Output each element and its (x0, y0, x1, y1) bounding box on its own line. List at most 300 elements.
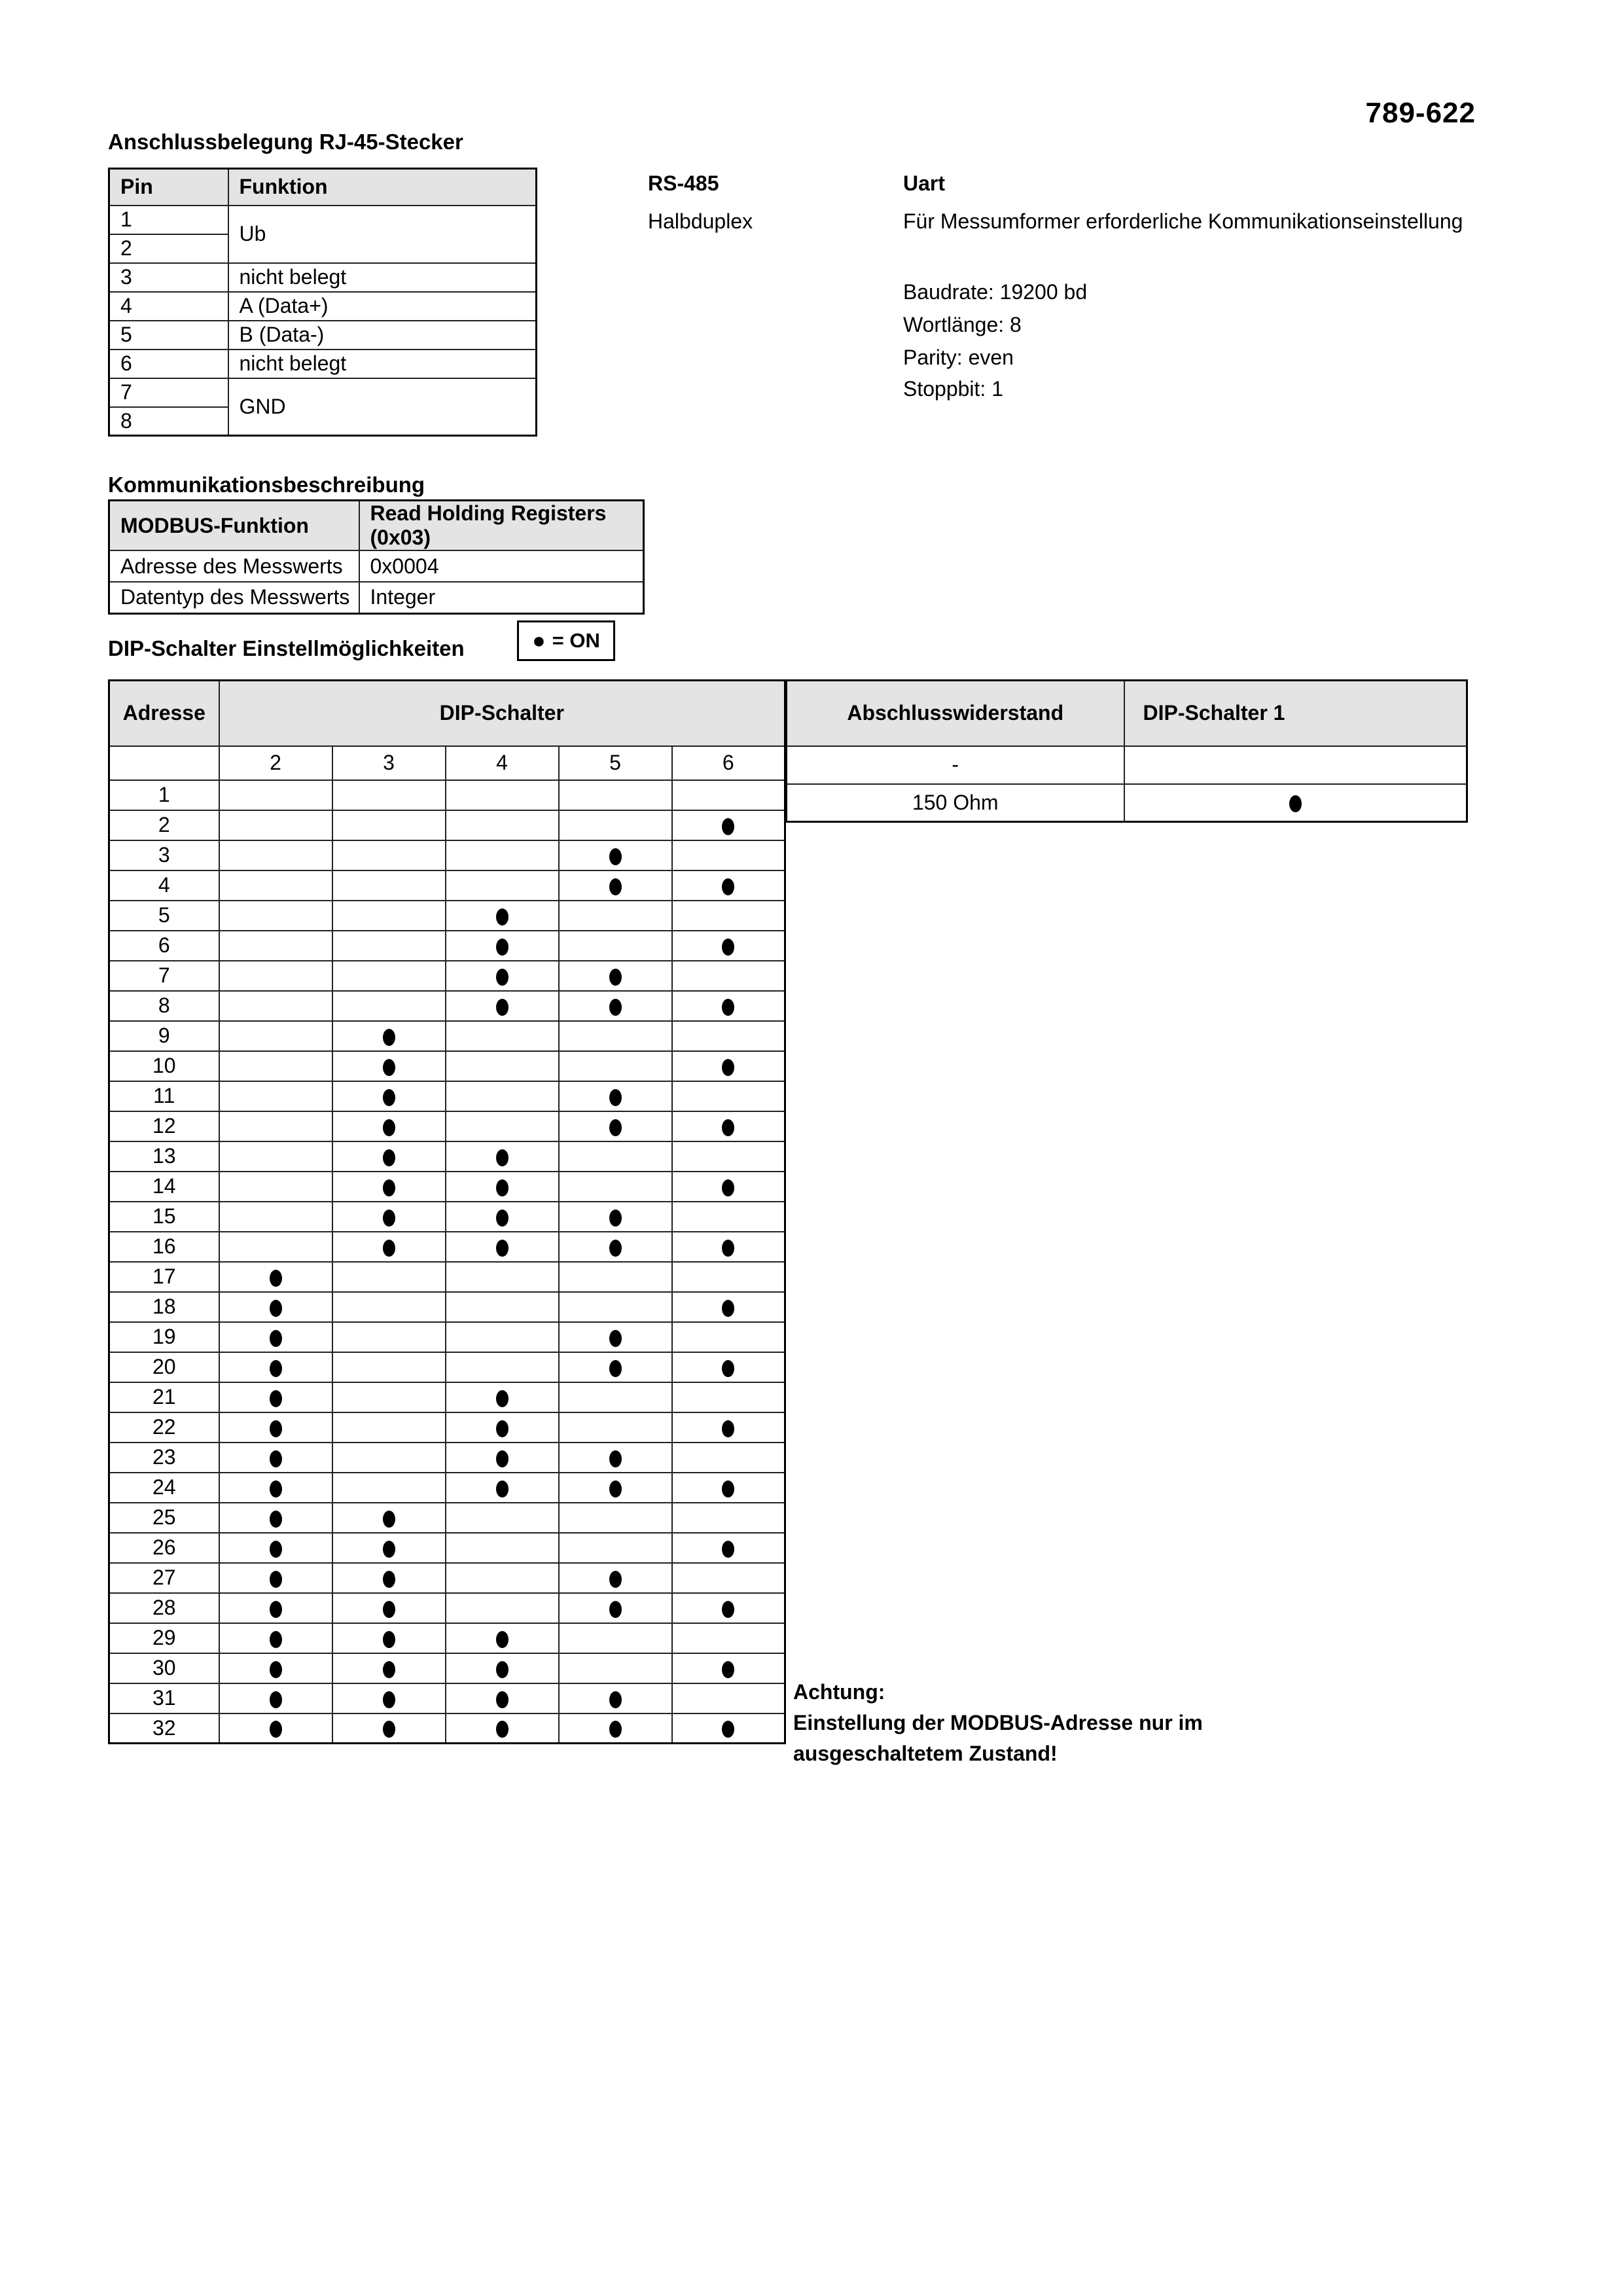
dip-table-row (109, 1021, 785, 1051)
adresse-cell: 19 (109, 1322, 219, 1352)
pin-table-row (109, 321, 537, 350)
dip-switch-table (108, 679, 786, 1744)
pin-cell: 4 (109, 292, 228, 321)
on-dot-icon (383, 1240, 395, 1257)
dip-switch-cell (672, 1262, 785, 1292)
dip-switch-cell (446, 1653, 559, 1683)
adresse-cell: 11 (109, 1081, 219, 1111)
dip-schalter-1-header: DIP-Schalter 1 (1124, 681, 1467, 746)
termination-table-body (787, 746, 1467, 822)
modbus-row-label: Adresse des Messwerts (109, 550, 359, 582)
on-dot-icon (496, 939, 508, 956)
switch-column-header: 2 (219, 746, 332, 780)
dip-table-subheader-row (109, 746, 785, 780)
dip-switch-cell (672, 1322, 785, 1352)
dip-switch-cell (672, 961, 785, 991)
dip-switch-cell (559, 1292, 672, 1322)
dip-switch-cell (446, 1382, 559, 1412)
dip-switch-cell (332, 1232, 446, 1262)
dip-switch-cell (332, 1503, 446, 1533)
dip-switch-cell (559, 1262, 672, 1292)
dip-switch-cell (219, 1623, 332, 1653)
dip-switch-cell (559, 1412, 672, 1443)
dip-switch-cell (219, 1081, 332, 1111)
pin-cell: 5 (109, 321, 228, 350)
on-dot-icon (270, 1661, 282, 1678)
on-dot-icon (496, 999, 508, 1016)
on-dot-icon (609, 969, 622, 986)
termination-table-row (787, 746, 1467, 784)
dip-table-row (109, 810, 785, 840)
on-dot-icon (722, 1360, 734, 1377)
dip-switch-cell (219, 1292, 332, 1322)
on-dot-icon (722, 1119, 734, 1136)
dip-switch-cell (672, 1081, 785, 1111)
dip-switch-cell (219, 780, 332, 810)
dip-table-row (109, 1443, 785, 1473)
dip-switch-cell (446, 991, 559, 1021)
dip-switch-cell (446, 1503, 559, 1533)
dip-switch-cell (332, 1292, 446, 1322)
funktion-cell: Ub (228, 206, 537, 263)
dip-switch-cell (446, 870, 559, 901)
dip-switch-cell (332, 901, 446, 931)
on-dot-icon (383, 1089, 395, 1106)
dip-switch-cell (559, 840, 672, 870)
dip-switch-cell (219, 1412, 332, 1443)
on-dot-icon (722, 1541, 734, 1558)
modbus-row-value: Integer (359, 582, 644, 613)
on-dot-icon (496, 908, 508, 925)
dip-switch-cell (559, 1322, 672, 1352)
switch-column-header: 3 (332, 746, 446, 780)
dip-table-row (109, 1262, 785, 1292)
adresse-cell: 17 (109, 1262, 219, 1292)
dip-switch-cell (219, 1653, 332, 1683)
dip-switch-cell (446, 1232, 559, 1262)
dip-switch-cell (332, 1412, 446, 1443)
dip-switch-cell (446, 1623, 559, 1653)
adresse-cell: 28 (109, 1593, 219, 1623)
adresse-cell: 21 (109, 1382, 219, 1412)
on-dot-icon (270, 1420, 282, 1437)
dip-switch-cell (672, 1051, 785, 1081)
on-dot-icon (722, 878, 734, 895)
pin-table-row (109, 263, 537, 292)
dip-switch-cell (219, 1111, 332, 1141)
pin-table-row (109, 378, 537, 407)
dip-switch-cell (219, 1141, 332, 1172)
on-dot-icon (609, 1360, 622, 1377)
dip-switch-cell (559, 870, 672, 901)
dip1-cell (1124, 784, 1467, 822)
dip-switch-cell (219, 1352, 332, 1382)
dip-switch-cell (446, 1593, 559, 1623)
pin-cell: 3 (109, 263, 228, 292)
on-dot-icon (609, 999, 622, 1016)
adresse-cell: 15 (109, 1202, 219, 1232)
on-dot-icon (383, 1119, 395, 1136)
adresse-cell: 2 (109, 810, 219, 840)
dip-table-row (109, 1352, 785, 1382)
termination-table-row (787, 784, 1467, 822)
dip-switch-cell (219, 840, 332, 870)
dip-switch-cell (332, 1563, 446, 1593)
dip-switch-cell (332, 840, 446, 870)
on-dot-icon (722, 1059, 734, 1076)
on-dot-icon (722, 939, 734, 956)
dip-switch-cell (672, 1382, 785, 1412)
on-dot-icon (383, 1601, 395, 1618)
dip-switch-cell (219, 1051, 332, 1081)
funktion-cell: A (Data+) (228, 292, 537, 321)
dip-switch-cell (219, 1322, 332, 1352)
dip-switch-cell (672, 870, 785, 901)
adresse-cell: 32 (109, 1713, 219, 1744)
uart-baudrate: Baudrate: 19200 bd (903, 280, 1088, 304)
dip-switch-cell (446, 1563, 559, 1593)
dip-table-row (109, 1141, 785, 1172)
on-dot-icon (270, 1511, 282, 1528)
uart-title: Uart (903, 171, 946, 195)
on-dot-icon (496, 1240, 508, 1257)
dip-table-row (109, 840, 785, 870)
on-dot-icon (383, 1571, 395, 1588)
dip-table-group-header-row (109, 681, 785, 746)
modbus-table (108, 499, 645, 615)
widerstand-cell: - (787, 746, 1124, 784)
on-dot-icon (722, 1300, 734, 1317)
on-dot-icon (496, 1210, 508, 1227)
dip-switch-cell (559, 1713, 672, 1744)
dip-table-row (109, 1051, 785, 1081)
on-dot-icon (383, 1059, 395, 1076)
on-dot-icon (270, 1721, 282, 1738)
dip-table-row (109, 1623, 785, 1653)
dip-switch-cell (332, 780, 446, 810)
adresse-cell: 8 (109, 991, 219, 1021)
on-dot-icon (383, 1029, 395, 1046)
widerstand-cell: 150 Ohm (787, 784, 1124, 822)
dip-table-row (109, 1382, 785, 1412)
on-dot-icon (383, 1691, 395, 1708)
switch-column-header: 5 (559, 746, 672, 780)
on-dot-icon (609, 1480, 622, 1498)
dip-switch-cell (332, 1593, 446, 1623)
dip-switch-cell (332, 1713, 446, 1744)
dip-switch-cell (559, 1683, 672, 1713)
dip-switch-cell (332, 1021, 446, 1051)
dip-table-row (109, 870, 785, 901)
dip-switch-cell (672, 1202, 785, 1232)
dip-switch-cell (672, 1503, 785, 1533)
on-dot-icon (383, 1210, 395, 1227)
pin-section-title: Anschlussbelegung RJ-45-Stecker (108, 130, 463, 154)
dip-table-row (109, 1172, 785, 1202)
modbus-funktion-value: Read Holding Registers (0x03) (359, 501, 644, 551)
dip-switch-cell (559, 1533, 672, 1563)
dip-switch-cell (332, 810, 446, 840)
switch-column-header: 4 (446, 746, 559, 780)
on-dot-icon (496, 1631, 508, 1648)
dip-switch-cell (446, 961, 559, 991)
on-dot-icon (496, 1721, 508, 1738)
on-dot-icon (270, 1571, 282, 1588)
dip-switch-cell (672, 1172, 785, 1202)
dip-switch-cell (332, 1081, 446, 1111)
on-dot-icon (383, 1661, 395, 1678)
dip-switch-cell (559, 1563, 672, 1593)
dip-switch-cell (672, 1021, 785, 1051)
dip-switch-cell (446, 1051, 559, 1081)
on-dot-icon (383, 1511, 395, 1528)
on-dot-icon (609, 848, 622, 865)
dip-switch-cell (332, 1352, 446, 1382)
termination-table (785, 679, 1468, 823)
dip-switch-cell (559, 1051, 672, 1081)
dip-switch-cell (672, 780, 785, 810)
pin-table-row (109, 206, 537, 234)
dip-table-row (109, 1713, 785, 1744)
dip-switch-cell (219, 1382, 332, 1412)
on-dot-icon (496, 1149, 508, 1166)
dip-table-row (109, 780, 785, 810)
adresse-header: Adresse (109, 681, 219, 746)
legend-dot-icon: ● (532, 628, 546, 653)
dip-switch-cell (219, 961, 332, 991)
dip-switch-cell (332, 1141, 446, 1172)
on-dot-icon (722, 818, 734, 835)
dip-switch-cell (446, 1262, 559, 1292)
on-dot-icon (609, 1330, 622, 1347)
dip-switch-cell (559, 931, 672, 961)
dip-switch-cell (332, 1653, 446, 1683)
dip-section-title: DIP-Schalter Einstellmöglichkeiten (108, 636, 465, 660)
pin-table (108, 168, 537, 437)
modbus-row-datentyp (109, 582, 644, 613)
dip-switch-cell (672, 1232, 785, 1262)
adresse-cell: 6 (109, 931, 219, 961)
on-dot-icon (722, 1480, 734, 1498)
adresse-cell: 30 (109, 1653, 219, 1683)
adresse-cell: 16 (109, 1232, 219, 1262)
dip-switch-cell (559, 1141, 672, 1172)
dip-switch-cell (219, 991, 332, 1021)
funktion-cell: nicht belegt (228, 263, 537, 292)
dip-switch-cell (219, 1593, 332, 1623)
on-dot-icon (270, 1360, 282, 1377)
dip-switch-cell (332, 931, 446, 961)
adresse-cell: 9 (109, 1021, 219, 1051)
dip-switch-cell (219, 1533, 332, 1563)
uart-stopbit: Stoppbit: 1 (903, 377, 1003, 401)
dip-switch-cell (559, 1081, 672, 1111)
on-dot-icon (496, 1390, 508, 1407)
on-dot-icon (270, 1480, 282, 1498)
dip-switch-cell (446, 780, 559, 810)
dip-switch-cell (559, 991, 672, 1021)
dip-table-body (109, 780, 785, 1744)
dip-switch-cell (446, 1713, 559, 1744)
switch-column-header: 6 (672, 746, 785, 780)
pin-table-body (109, 206, 537, 436)
dip-switch-cell (672, 931, 785, 961)
adresse-cell: 27 (109, 1563, 219, 1593)
dip-switch-cell (672, 840, 785, 870)
on-dot-icon (496, 1450, 508, 1467)
dip-table-row (109, 1111, 785, 1141)
dip-switch-cell (559, 1352, 672, 1382)
dip-switch-cell (672, 1352, 785, 1382)
dip-switch-cell (446, 1081, 559, 1111)
funktion-cell: nicht belegt (228, 350, 537, 378)
on-dot-icon (383, 1179, 395, 1196)
dip-switch-cell (219, 901, 332, 931)
dip-switch-cell (559, 901, 672, 931)
dip-table-row (109, 901, 785, 931)
dip-switch-cell (219, 931, 332, 961)
adresse-cell: 5 (109, 901, 219, 931)
dip-switch-cell (672, 1292, 785, 1322)
dip-switch-cell (332, 1382, 446, 1412)
on-dot-icon (383, 1721, 395, 1738)
on-dot-icon (270, 1631, 282, 1648)
uart-wordlength: Wortlänge: 8 (903, 313, 1022, 336)
on-dot-icon (609, 1119, 622, 1136)
dip-table-row (109, 1081, 785, 1111)
dip-switch-cell (219, 1713, 332, 1744)
dip-switch-cell (219, 1683, 332, 1713)
funktion-cell: GND (228, 378, 537, 436)
dip-switch-cell (219, 1202, 332, 1232)
dip-switch-cell (219, 1172, 332, 1202)
dip-switch-cell (672, 1473, 785, 1503)
funktion-cell: B (Data-) (228, 321, 537, 350)
dip-switch-cell (672, 1593, 785, 1623)
on-dot-icon (609, 1571, 622, 1588)
legend-label: = ON (552, 629, 600, 652)
dip-switch-cell (446, 931, 559, 961)
dip-switch-cell (672, 1683, 785, 1713)
dip-switch-cell (446, 1202, 559, 1232)
on-dot-icon (609, 1721, 622, 1738)
on-dot-icon (270, 1691, 282, 1708)
dip-table-row (109, 1232, 785, 1262)
on-dot-icon (609, 1210, 622, 1227)
subheader-empty-cell (109, 746, 219, 780)
adresse-cell: 3 (109, 840, 219, 870)
on-dot-icon (270, 1390, 282, 1407)
on-dot-icon (270, 1270, 282, 1287)
dip-switch-cell (672, 1412, 785, 1443)
dip-table-row (109, 1563, 785, 1593)
dip-table-row (109, 1503, 785, 1533)
on-dot-icon (496, 1661, 508, 1678)
rs485-mode: Halbduplex (648, 209, 753, 233)
termination-header-row (787, 681, 1467, 746)
dip-switch-cell (672, 901, 785, 931)
dip-switch-cell (672, 1443, 785, 1473)
dip-switch-cell (446, 1141, 559, 1172)
dip1-cell (1124, 746, 1467, 784)
dip-switch-cell (332, 1533, 446, 1563)
dip-switch-cell (446, 1352, 559, 1382)
uart-parity: Parity: even (903, 346, 1014, 369)
dip-switch-cell (446, 1473, 559, 1503)
dip-switch-cell (446, 1533, 559, 1563)
pin-cell: 8 (109, 407, 228, 436)
dip-switch-cell (559, 1172, 672, 1202)
page-number: 789-622 (1365, 97, 1476, 129)
kommunikation-title: Kommunikationsbeschreibung (108, 473, 425, 497)
dip-switch-cell (559, 1473, 672, 1503)
dip-switch-cell (332, 1111, 446, 1141)
dip-switch-cell (332, 1322, 446, 1352)
dip-switch-cell (332, 1202, 446, 1232)
on-dot-icon (383, 1631, 395, 1648)
modbus-funktion-header: MODBUS-Funktion (109, 501, 359, 551)
dip-switch-cell (672, 1653, 785, 1683)
on-dot-icon (383, 1149, 395, 1166)
pin-table-row (109, 292, 537, 321)
adresse-cell: 26 (109, 1533, 219, 1563)
dip-switch-cell (219, 1262, 332, 1292)
dip-switch-cell (559, 1232, 672, 1262)
dip-switch-cell (559, 1021, 672, 1051)
modbus-header-row (109, 501, 644, 551)
dip-switch-cell (446, 1683, 559, 1713)
adresse-cell: 31 (109, 1683, 219, 1713)
achtung-line-2: ausgeschaltetem Zustand! (793, 1742, 1058, 1765)
dip-table-row (109, 1412, 785, 1443)
dip-schalter-group-header: DIP-Schalter (219, 681, 785, 746)
dip-switch-cell (559, 1111, 672, 1141)
on-dot-icon (722, 1420, 734, 1437)
dip-switch-cell (446, 1322, 559, 1352)
pin-cell: 6 (109, 350, 228, 378)
dip-table-row (109, 1683, 785, 1713)
dip-switch-cell (219, 1232, 332, 1262)
dip-switch-cell (672, 1141, 785, 1172)
dip-switch-cell (446, 840, 559, 870)
on-dot-icon (496, 969, 508, 986)
on-dot-icon (609, 1240, 622, 1257)
on-dot-icon (609, 1450, 622, 1467)
adresse-cell: 24 (109, 1473, 219, 1503)
abschlusswiderstand-header: Abschlusswiderstand (787, 681, 1124, 746)
dip-switch-cell (559, 1382, 672, 1412)
on-dot-icon (609, 878, 622, 895)
on-dot-icon (270, 1601, 282, 1618)
dip-table-row (109, 961, 785, 991)
on-dot-icon (609, 1691, 622, 1708)
pin-column-header: Pin (109, 169, 228, 206)
on-dot-icon (383, 1541, 395, 1558)
dip-switch-cell (219, 810, 332, 840)
dip-switch-cell (332, 870, 446, 901)
pin-table-header-row (109, 169, 537, 206)
dip-switch-cell (446, 810, 559, 840)
dip-switch-cell (219, 1473, 332, 1503)
on-dot-icon (270, 1300, 282, 1317)
pin-cell: 2 (109, 234, 228, 263)
on-dot-icon (496, 1691, 508, 1708)
dip-switch-cell (446, 1111, 559, 1141)
on-dot-icon (722, 1601, 734, 1618)
dip-switch-cell (332, 991, 446, 1021)
dip-switch-cell (219, 1021, 332, 1051)
dip-switch-cell (219, 1503, 332, 1533)
